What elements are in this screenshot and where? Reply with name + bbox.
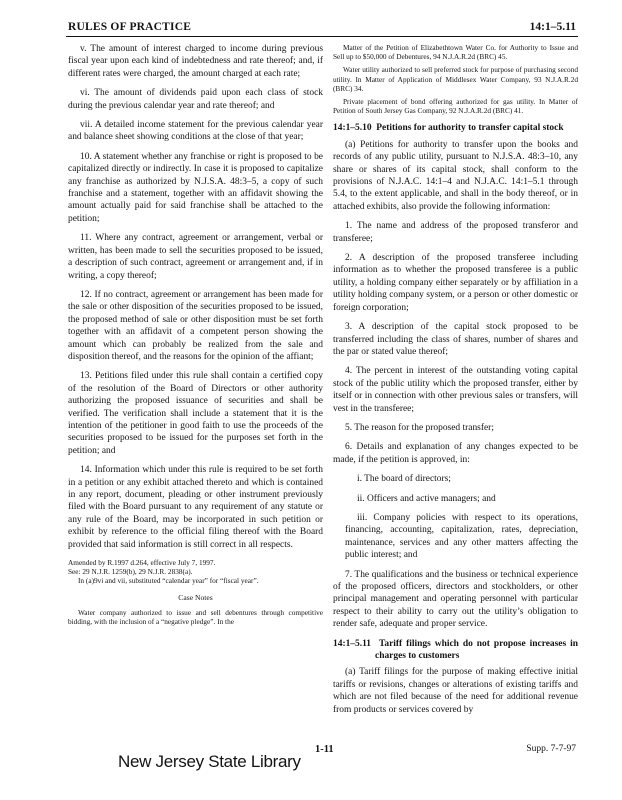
item-7: 7. The qualifications and the business or technical experience of the proposed officers, directors and stockholders, or other principal management and operating personnel with particular respect to their ability to carry out the utility’s obligation to render safe, adequate and proper service. — [333, 569, 578, 630]
history-note: Amended by R.1997 d.264, effective July 7, 1997. — [68, 558, 216, 568]
header-rule — [66, 36, 578, 37]
case-note: Private placement of bond offering authorized for gas utility. In Matter of Petition of South Jersey Gas Company, 92 N.J.A.R.2d (BRC) 41. — [333, 97, 578, 116]
paragraph-11: 11. Where any contract, agreement or arrangement, verbal or written, has been made to sell the securities proposed to be issued, a description of such contract, agreement or arrangement and, if in writing, a copy thereof; — [68, 233, 323, 281]
paragraph-13: 13. Petitions filed under this rule shall contain a certified copy of the resolution of the Board of Directors or other authority authorizing the proposed issuance of securities and shall be verified. The verification shall include a statement that it is the intention of the petitioner in good faith to use the proceeds of the securities proposed to be issued for the purposes set forth in the petition; and — [68, 371, 323, 456]
item-4: 4. The percent in interest of the outstanding voting capital stock of the public utility which the proposed transfer, either by itself or in connection with other previous sales or transfers, will vest in the transferee; — [333, 366, 578, 414]
item-6: 6. Details and explanation of any changes expected to be made, if the petition is approved, in: — [333, 442, 578, 465]
item-6-i: i. The board of directors; — [357, 474, 451, 485]
item-1: 1. The name and address of the proposed transferor and transferee; — [333, 221, 578, 244]
paragraph-v: v. The amount of interest charged to income during previous fiscal year upon each kind of indebtedness and rate thereof; and, if different rates were charged, the amount charged at each rate; — [68, 44, 323, 79]
case-note: Matter of the Petition of Elizabethtown Water Co. for Authority to Issue and Sell up to $50,000 of Debentures, 94 N.J.A.R.2d (BRC) 45. — [333, 43, 578, 62]
case-note: Water company authorized to issue and sell debentures through competitive bidding, with the inclusion of a “negative pledge”. In the — [68, 608, 323, 627]
item-6-ii: ii. Officers and active managers; and — [357, 493, 496, 504]
item-5: 5. The reason for the proposed transfer; — [345, 422, 494, 433]
case-notes-heading: Case Notes — [178, 592, 213, 602]
paragraph-14: 14. Information which under this rule is required to be set forth in a petition or any exhibit attached thereto and which is contained in any report, document, pleading or other instrument previously filed with the Board pursuant to any requirement of any statute or any rule of the Board, may be incorporated in such petition or exhibit by reference to the official filing thereof with the Board provided that said information is still correct in all respects. — [68, 465, 323, 550]
supplement-date: Supp. 7-7-97 — [526, 744, 576, 754]
running-header-section: 14:1–5.11 — [529, 21, 576, 33]
paragraph-vii: vii. A detailed income statement for the previous calendar year and balance sheet showing conditions at the close of that year; — [68, 120, 323, 143]
section-title: Petitions for authority to transfer capital stock — [376, 123, 564, 134]
page-number: 1-11 — [315, 744, 334, 755]
paragraph-vi: vi. The amount of dividends paid upon each class of stock during the previous calendar year and rate thereof; and — [68, 88, 323, 111]
item-3: 3. A description of the capital stock proposed to be transferred including the class of shares, number of shares and the par or stated value thereof; — [333, 322, 578, 357]
right-column — [333, 43, 578, 716]
paragraph-12: 12. If no contract, agreement or arrangement has been made for the sale or other disposition of the securities proposed to be issued, the proposed method of sale or other disposition must be set forth together with an affidavit of a competent person showing the amount which can probably be realized from the sale and disposition thereof, and the reasons for the opinion of the affiant; — [68, 289, 323, 362]
library-stamp: New Jersey State Library — [118, 752, 301, 771]
section-title: Tariff filings which do not propose increases in charges to customers — [375, 638, 578, 662]
item-2: 2. A description of the proposed transferee including information as to whether the proposed transferee is a public utility, a holding company either separately or by affiliation in a utility holding company system, or a person or other domestic or foreign corporation; — [333, 253, 578, 313]
history-note: See: 29 N.J.R. 1259(b), 29 N.J.R. 2838(a). — [68, 567, 193, 577]
section-heading-5-11 — [333, 638, 578, 663]
paragraph-a-5-11: (a) Tariff filings for the purpose of making effective initial tariffs or revisions, changes or alterations of existing tariffs and which are not filed because of the need for additional revenue from products or services covered by — [333, 667, 578, 715]
paragraph-10: 10. A statement whether any franchise or right is proposed to be capitalized directly or indirectly. In case it is proposed to capitalize any franchise as authorized by N.J.S.A. 48:3–5, a copy of such franchise and a statement, together with an affidavit showing the amount actually paid for said franchise shall be attached to the petition; — [68, 151, 323, 224]
paragraph-a: (a) Petitions for authority to transfer upon the books and records of any public utility, pursuant to N.J.S.A. 48:3–10, any share or shares of its capital stock, shall conform to the provisions of N.J.A.C. 14:1–4 and N.J.A.C. 14:1–5.1 through 5.4, to the extent applicable, and shall in the body thereof, or in attached exhibits, also provide the following information: — [333, 139, 578, 212]
left-column — [68, 43, 323, 626]
section-number: 14:1–5.11 — [333, 638, 372, 649]
case-note: Water utility authorized to sell preferred stock for purpose of purchasing second utility. In Matter of Application of Middlesex Water Company, 93 N.J.A.R.2d (BRC) 34. — [333, 65, 578, 93]
item-6-iii: iii. Company policies with respect to its operations, financing, accounting, capitalization, rates, depreciation, maintenance, services and any other matters affecting the public interest; and — [345, 512, 578, 561]
section-heading-5-10 — [333, 122, 578, 134]
section-number: 14:1–5.10 — [333, 123, 372, 134]
history-note: In (a)9vi and vii, substituted “calendar year” for “fiscal year”. — [78, 576, 259, 586]
running-header-title: RULES OF PRACTICE — [68, 21, 192, 33]
